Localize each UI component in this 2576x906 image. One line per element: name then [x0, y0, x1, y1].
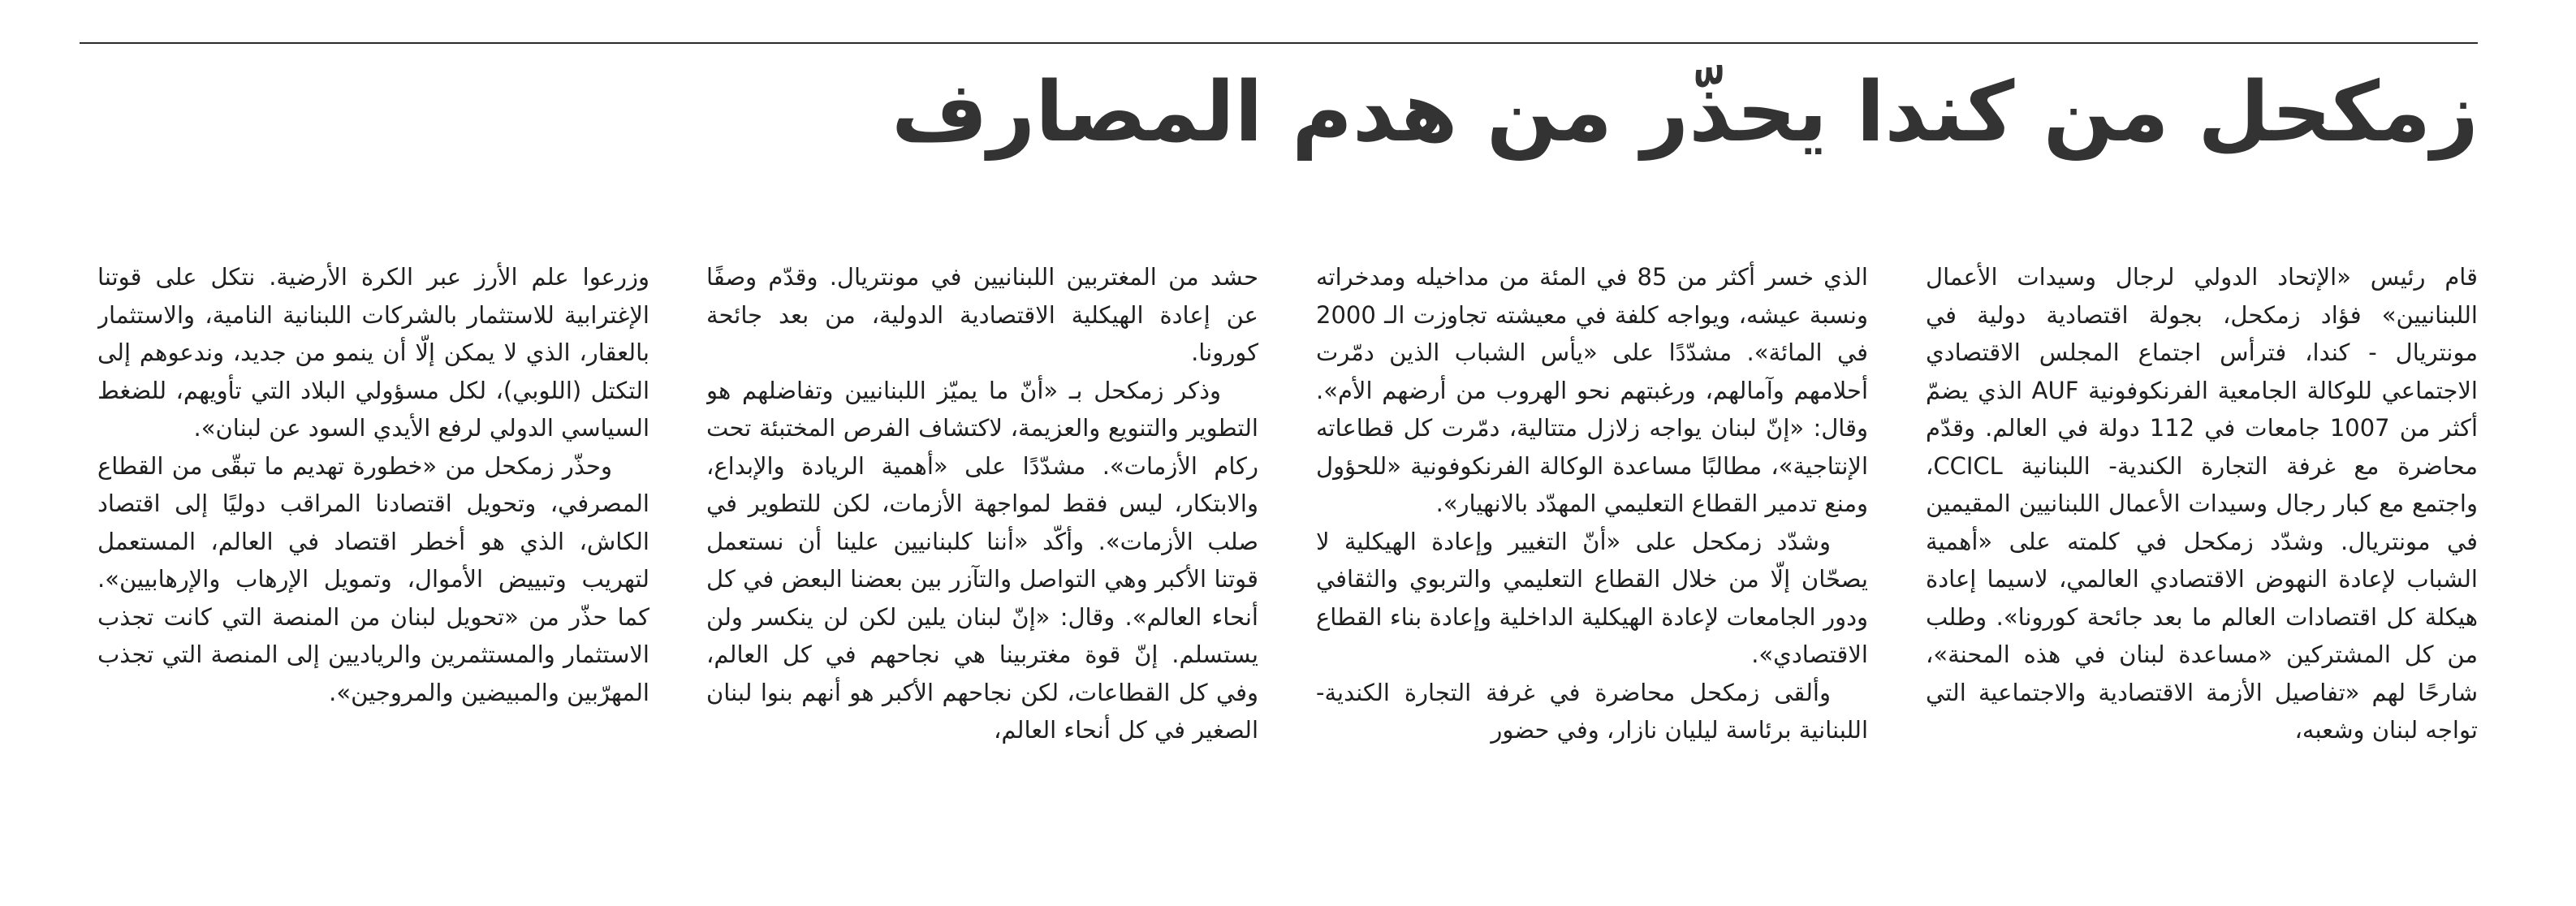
article-paragraph: وحذّر زمكحل من «خطورة تهديم ما تبقّى من القطاع المصرفي، وتحويل اقتصادنا المراقب دوليًا إلى اقتصاد الكاش، الذي هو أخطر اقتصاد في العالم، المستعمل لتهريب وتبييض الأموال، وتمويل الإرهاب والإرهابيين». كما حذّر من «تحويل لبنان من المنصة التي كانت تجذب الاستثمار والمستثمرين والرياديين إلى المنصة التي تجذب المهرّبين والمبيضين والمروجين».: [97, 451, 649, 706]
article-paragraph: وزرعوا علم الأرز عبر الكرة الأرضية. نتكل على قوتنا الإغترابية للاستثمار بالشركات اللبنانية النامية، والاستثمار بالعقار، الذي لا يمكن إلّا أن ينمو من جديد، وندعوهم إلى التكتل (اللوبي)، لكل مسؤولي البلاد التي تأويهم، للضغط السياسي الدولي لرفع الأيدي السود عن لبنان».: [97, 263, 649, 442]
article-paragraph: وشدّد زمكحل على «أنّ التغيير وإعادة الهيكلية لا يصحّان إلّا من خلال القطاع التعليمي والتربوي والثقافي ودور الجامعات لإعادة الهيكلية الداخلية وإعادة بناء القطاع الاقتصادي».: [1316, 527, 1868, 668]
article-paragraph: وألقى زمكحل محاضرة في غرفة التجارة الكندية- اللبنانية برئاسة ليليان نازار، وفي حضور: [1316, 678, 1868, 744]
article-paragraph: وذكر زمكحل بـ «أنّ ما يميّز اللبنانيين وتفاضلهم هو التطوير والتنويع والعزيمة، لاكتشاف الفرص المختبئة تحت ركام الأزمات». مشدّدًا على «أهمية الريادة والإبداع، والابتكار، ليس فقط لمواجهة الأزمات، لكن للتطوير في صلب الأزمات». وأكّد «أننا كلبنانيين علينا أن نستعمل قوتنا الأكبر وهي التواصل والتآزر بين بعضنا البعض في كل أنحاء العالم». وقال: «إنّ لبنان يلين لكن لن ينكسر ولن يستسلم. إنّ قوة مغتربينا هي نجاحهم في كل العالم، وفي كل القطاعات، لكن نجاحهم الأكبر هو أنهم بنوا لبنان الصغير في كل أنحاء العالم،: [706, 376, 1258, 744]
article-column-1: [1926, 258, 2478, 883]
article-body: [97, 258, 2478, 883]
article-column-2: [1316, 258, 1868, 883]
article-paragraph: قام رئيس «الإتحاد الدولي لرجال وسيدات الأعمال اللبنانيين» فؤاد زمكحل، بجولة اقتصادية دولية في مونتريال - كندا، فترأس اجتماع المجلس الاقتصادي الاجتماعي للوكالة الجامعية الفرنكوفونية AUF الذي يضمّ أكثر من 1007 جامعات في 112 دولة في العالم. وقدّم محاضرة مع غرفة التجارة الكندية- اللبنانية CCICL، واجتمع مع كبار رجال وسيدات الأعمال اللبنانيين المقيمين في مونتريال. وشدّد زمكحل في كلمته على «أهمية الشباب لإعادة النهوض الاقتصادي العالمي، لاسيما إعادة هيكلة كل اقتصادات العالم ما بعد جائحة كورونا». وطلب من كل المشتركين «مساعدة لبنان في هذه المحنة»، شارحًا لهم «تفاصيل الأزمة الاقتصادية والاجتماعية التي تواجه لبنان وشعبه،: [1926, 263, 2478, 744]
article-column-3: [706, 258, 1258, 883]
article-column-4: [97, 258, 649, 883]
article-paragraph: حشد من المغتربين اللبنانيين في مونتريال. وقدّم وصفًا عن إعادة الهيكلية الاقتصادية الدولية، من بعد جائحة كورونا.: [706, 263, 1258, 366]
article-paragraph: الذي خسر أكثر من 85 في المئة من مداخيله ومدخراته ونسبة عيشه، ويواجه كلفة في معيشته تجاوزت الـ 2000 في المائة». مشدّدًا على «يأس الشباب الذين دمّرت أحلامهم وآمالهم، ورغبتهم نحو الهروب من أرضهم الأم». وقال: «إنّ لبنان يواجه زلازل متتالية، دمّرت كل قطاعاته الإنتاجية»، مطالبًا مساعدة الوكالة الفرنكوفونية «للحؤول ومنع تدمير القطاع التعليمي المهدّد بالانهيار».: [1316, 263, 1868, 517]
top-divider-rule: [80, 42, 2478, 44]
article-headline: زمكحل من كندا يحذّر من هدم المصارف: [891, 64, 2479, 161]
